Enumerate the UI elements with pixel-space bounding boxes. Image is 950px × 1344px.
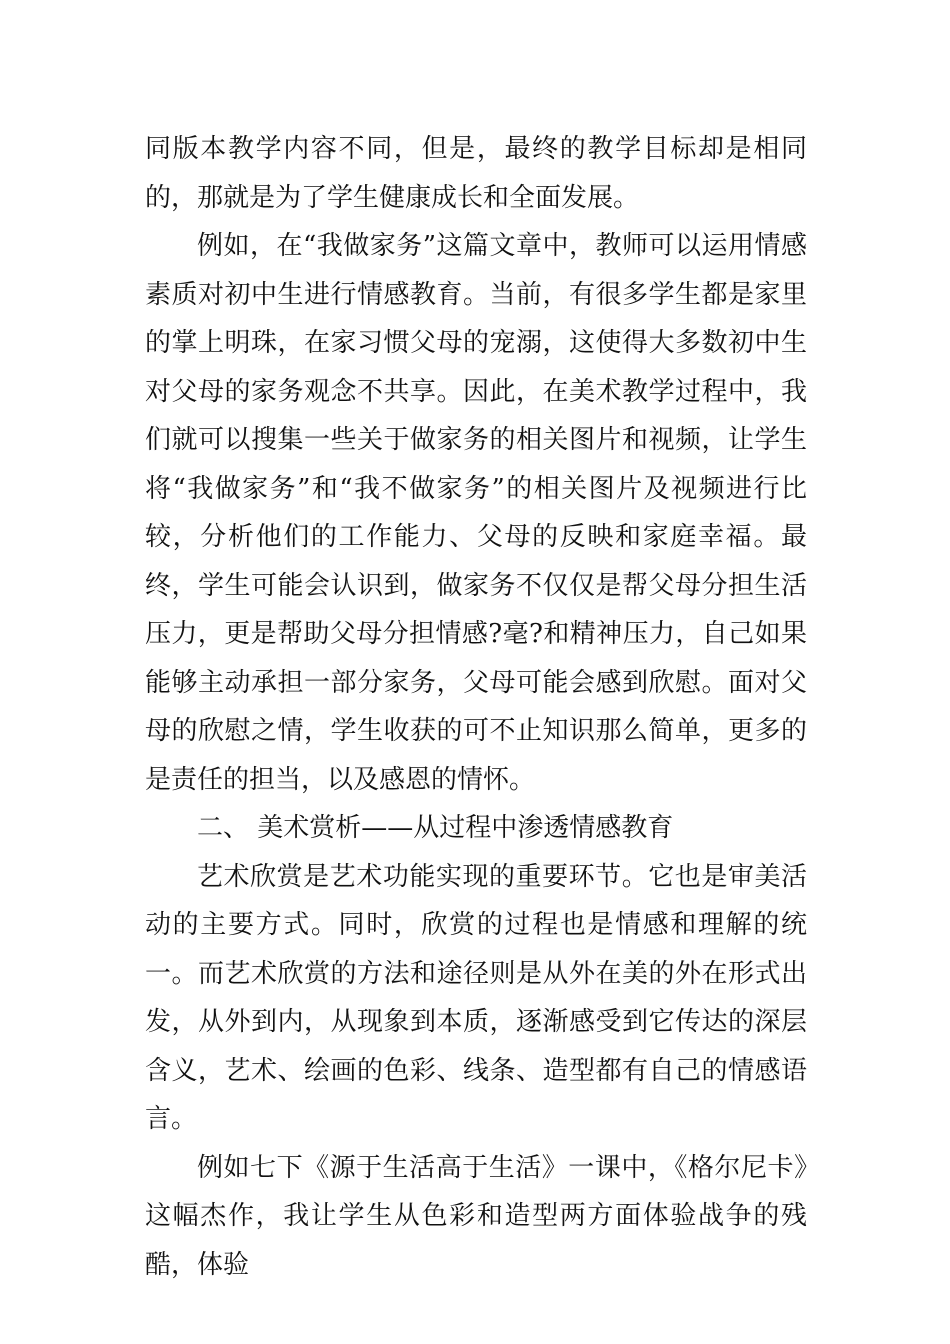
- paragraph-housework-example: 例如，在“我做家务”这篇文章中，教师可以运用情感素质对初中生进行情感教育。当前，有很多学生都是家里的掌上明珠，在家习惯父母的宠溺，这使得大多数初中生对父母的家务观念不共享。因此，在美术教学过程中，我们就可以搜集一些关于做家务的相关图片和视频，让学生将“我做家务”和“我不做家务”的相关图片及视频进行比较，分析他们的工作能力、父母的反映和家庭幸福。最终，学生可能会认识到，做家务不仅仅是帮父母分担生活压力，更是帮助父母分担情感?毫?和精神压力，自己如果能够主动承担一部分家务，父母可能会感到欣慰。面对父母的欣慰之情，学生收获的可不止知识那么简单，更多的是责任的担当，以及感恩的情怀。: [145, 231, 807, 795]
- paragraph-continuation: 同版本教学内容不同，但是，最终的教学目标却是相同的，那就是为了学生健康成长和全面发展。: [145, 134, 807, 213]
- paragraph-guernica-example: 例如七下《源于生活高于生活》一课中，《格尔尼卡》这幅杰作，我让学生从色彩和造型两方面体验战争的残酷，体验: [145, 1152, 807, 1280]
- paragraph-art-appreciation: 艺术欣赏是艺术功能实现的重要环节。它也是审美活动的主要方式。同时，欣赏的过程也是情感和理解的统一。而艺术欣赏的方法和途径则是从外在美的外在形式出发，从外到内，从现象到本质，逐渐感受到它传达的深层含义，艺术、绘画的色彩、线条、造型都有自己的情感语言。: [145, 861, 807, 1134]
- document-page: [145, 125, 807, 1289]
- section-heading-art-appreciation: 二、 美术赏析——从过程中渗透情感教育: [197, 813, 674, 843]
